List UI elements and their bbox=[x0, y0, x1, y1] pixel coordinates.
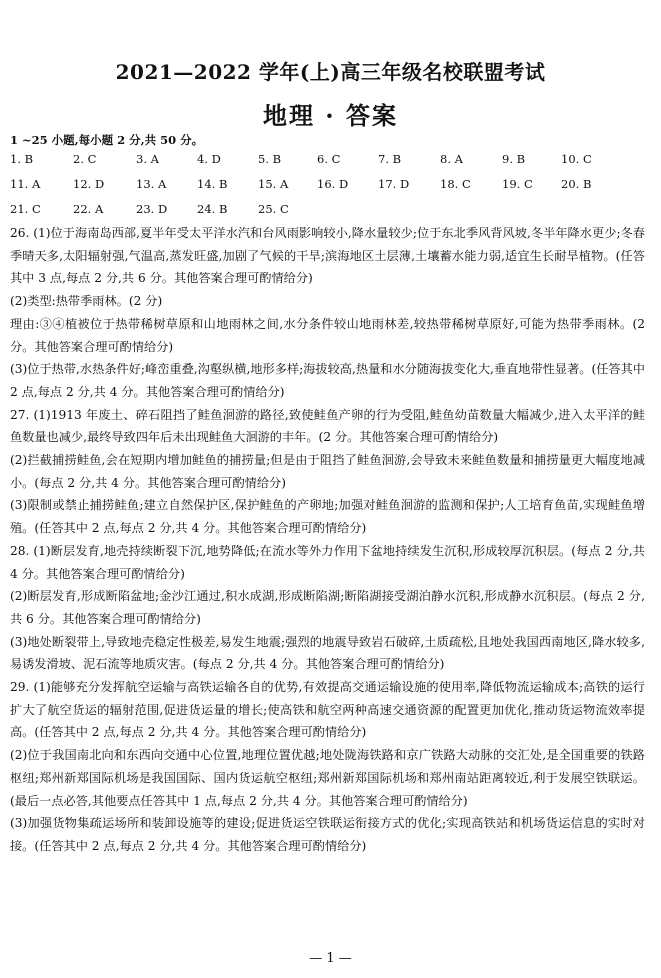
answer-paragraph: (2)断层发育,形成断陷盆地;金沙江通过,积水成湖,形成断陷湖;断陷湖接受湖泊静水沉积,形成静水沉积层。(每点 2 分,共 6 分。其他答案合理可酌情给分) bbox=[10, 589, 645, 626]
answer-item: 7. B bbox=[378, 152, 402, 166]
answer-item: 20. B bbox=[561, 177, 592, 191]
section-intro: 1 ~25 小题,每小题 2 分,共 50 分。 bbox=[10, 133, 204, 147]
answer-item: 25. C bbox=[258, 202, 289, 216]
answer-item: 8. A bbox=[440, 152, 463, 166]
subject-title: 地理 · 答案 bbox=[262, 101, 399, 130]
answer-item: 16. D bbox=[317, 177, 349, 191]
answer-paragraph: (3)限制或禁止捕捞鲑鱼;建立自然保护区,保护鲑鱼的产卵地;加强对鲑鱼洄游的监测和保护;人工培育鱼苗,实现鲑鱼增殖。(任答其中 2 点,每点 2 分,共 4 分。其他答案合理可酌情给分) bbox=[10, 498, 645, 536]
answer-row bbox=[10, 173, 630, 198]
answer-item: 19. C bbox=[502, 177, 533, 191]
answer-item: 6. C bbox=[317, 152, 341, 166]
answer-item: 2. C bbox=[73, 152, 97, 166]
answer-item: 10. C bbox=[561, 152, 592, 166]
answer-item: 11. A bbox=[10, 177, 41, 191]
answer-paragraph: (2)类型:热带季雨林。(2 分) bbox=[10, 294, 163, 309]
answer-item: 14. B bbox=[197, 177, 228, 191]
answer-paragraph: 28. (1)断层发育,地壳持续断裂下沉,地势降低;在流水等外力作用下盆地持续发生沉积,形成较厚沉积层。(每点 2 分,共 4 分。其他答案合理可酌情给分) bbox=[10, 543, 645, 581]
page-number: — 1 — bbox=[309, 951, 352, 966]
answer-paragraph: (3)位于热带,水热条件好;峰峦重叠,沟壑纵横,地形多样;海拔较高,热量和水分随海拔变化大,垂直地带性显著。(任答其中 2 点,每点 2 分,共 4 分。其他答案合理可酌情给分) bbox=[10, 362, 645, 399]
answer-item: 18. C bbox=[440, 177, 471, 191]
free-response-answers bbox=[10, 222, 645, 858]
answer-paragraph: 26. (1)位于海南岛西部,夏半年受太平洋水汽和台风雨影响较小,降水量较少;位于东北季风背风坡,冬半年降水更少;冬春季晴天多,太阳辐射强,气温高,蒸发旺盛,加剧了气候的干旱;滨海地区土层薄,土壤蓄水能力弱,适宜生长耐旱植物。(任答其中 3 点,每点 2 分,共 6 分。其他答案合理可酌情给分) bbox=[10, 226, 645, 286]
multiple-choice-answer-grid bbox=[10, 148, 630, 223]
exam-title: 2021—2022 学年(上)高三年级名校联盟考试 bbox=[115, 60, 546, 84]
answer-item: 21. C bbox=[10, 202, 41, 216]
answer-item: 5. B bbox=[258, 152, 282, 166]
answer-item: 3. A bbox=[136, 152, 159, 166]
answer-item: 23. D bbox=[136, 202, 168, 216]
answer-item: 4. D bbox=[197, 152, 221, 166]
answer-item: 12. D bbox=[73, 177, 105, 191]
answer-row bbox=[10, 198, 630, 223]
answer-paragraph: (2)拦截捕捞鲑鱼,会在短期内增加鲑鱼的捕捞量;但是由于阻挡了鲑鱼洄游,会导致未来鲑鱼数量和捕捞量更大幅度地减小。(每点 2 分,共 4 分。其他答案合理可酌情给分) bbox=[10, 453, 645, 490]
answer-paragraph: 29. (1)能够充分发挥航空运输与高铁运输各自的优势,有效提高交通运输设施的使用率,降低物流运输成本;高铁的运行扩大了航空货运的辐射范围,促进货运量的增长;使高铁和航空两种高速交通资源的配置更加优化,推动货运物流效率提高。(任答其中 2 点,每点 2 分,共 4 分。其他答案合理可酌情给分) bbox=[10, 680, 645, 740]
answer-item: 9. B bbox=[502, 152, 526, 166]
answer-paragraph: 理由:③④植被位于热带稀树草原和山地雨林之间,水分条件较山地雨林差,较热带稀树草原好,可能为热带季雨林。(2 分。其他答案合理可酌情给分) bbox=[10, 316, 645, 354]
answer-paragraph: 27. (1)1913 年废土、碎石阻挡了鲑鱼洄游的路径,致使鲑鱼产卵的行为受阻,鲑鱼幼苗数量大幅减少,进入太平洋的鲑鱼数量也减少,最终导致四年后未出现鲑鱼大洄游的丰年。(2 分。其他答案合理可酌情给分) bbox=[10, 407, 645, 445]
answer-item: 1. B bbox=[10, 152, 34, 166]
answer-item: 15. A bbox=[258, 177, 289, 191]
answer-paragraph: (2)位于我国南北向和东西向交通中心位置,地理位置优越;地处陇海铁路和京广铁路大动脉的交汇处,是全国重要的铁路枢纽;郑州新郑国际机场是我国国际、国内货运航空枢纽;郑州新郑国际机场和郑州南站距离较近,利于发展空铁联运。(最后一点必答,其他要点任答其中 1 点,每点 2 分,共 4 分。其他答案合理可酌情给分) bbox=[10, 748, 645, 808]
answer-item: 22. A bbox=[73, 202, 104, 216]
answer-row bbox=[10, 148, 630, 173]
answer-paragraph: (3)地处断裂带上,导致地壳稳定性极差,易发生地震;强烈的地震导致岩石破碎,土质疏松,且地处我国西南地区,降水较多,易诱发滑坡、泥石流等地质灾害。(每点 2 分,共 4 分。其他答案合理可酌情给分) bbox=[10, 634, 645, 672]
answer-paragraph: (3)加强货物集疏运场所和装卸设施等的建设;促进货运空铁联运衔接方式的优化;实现高铁站和机场货运信息的实时对接。(任答其中 2 点,每点 2 分,共 4 分。其他答案合理可酌情给分) bbox=[10, 816, 645, 853]
answer-item: 17. D bbox=[378, 177, 410, 191]
answer-item: 13. A bbox=[136, 177, 167, 191]
answer-item: 24. B bbox=[197, 202, 228, 216]
